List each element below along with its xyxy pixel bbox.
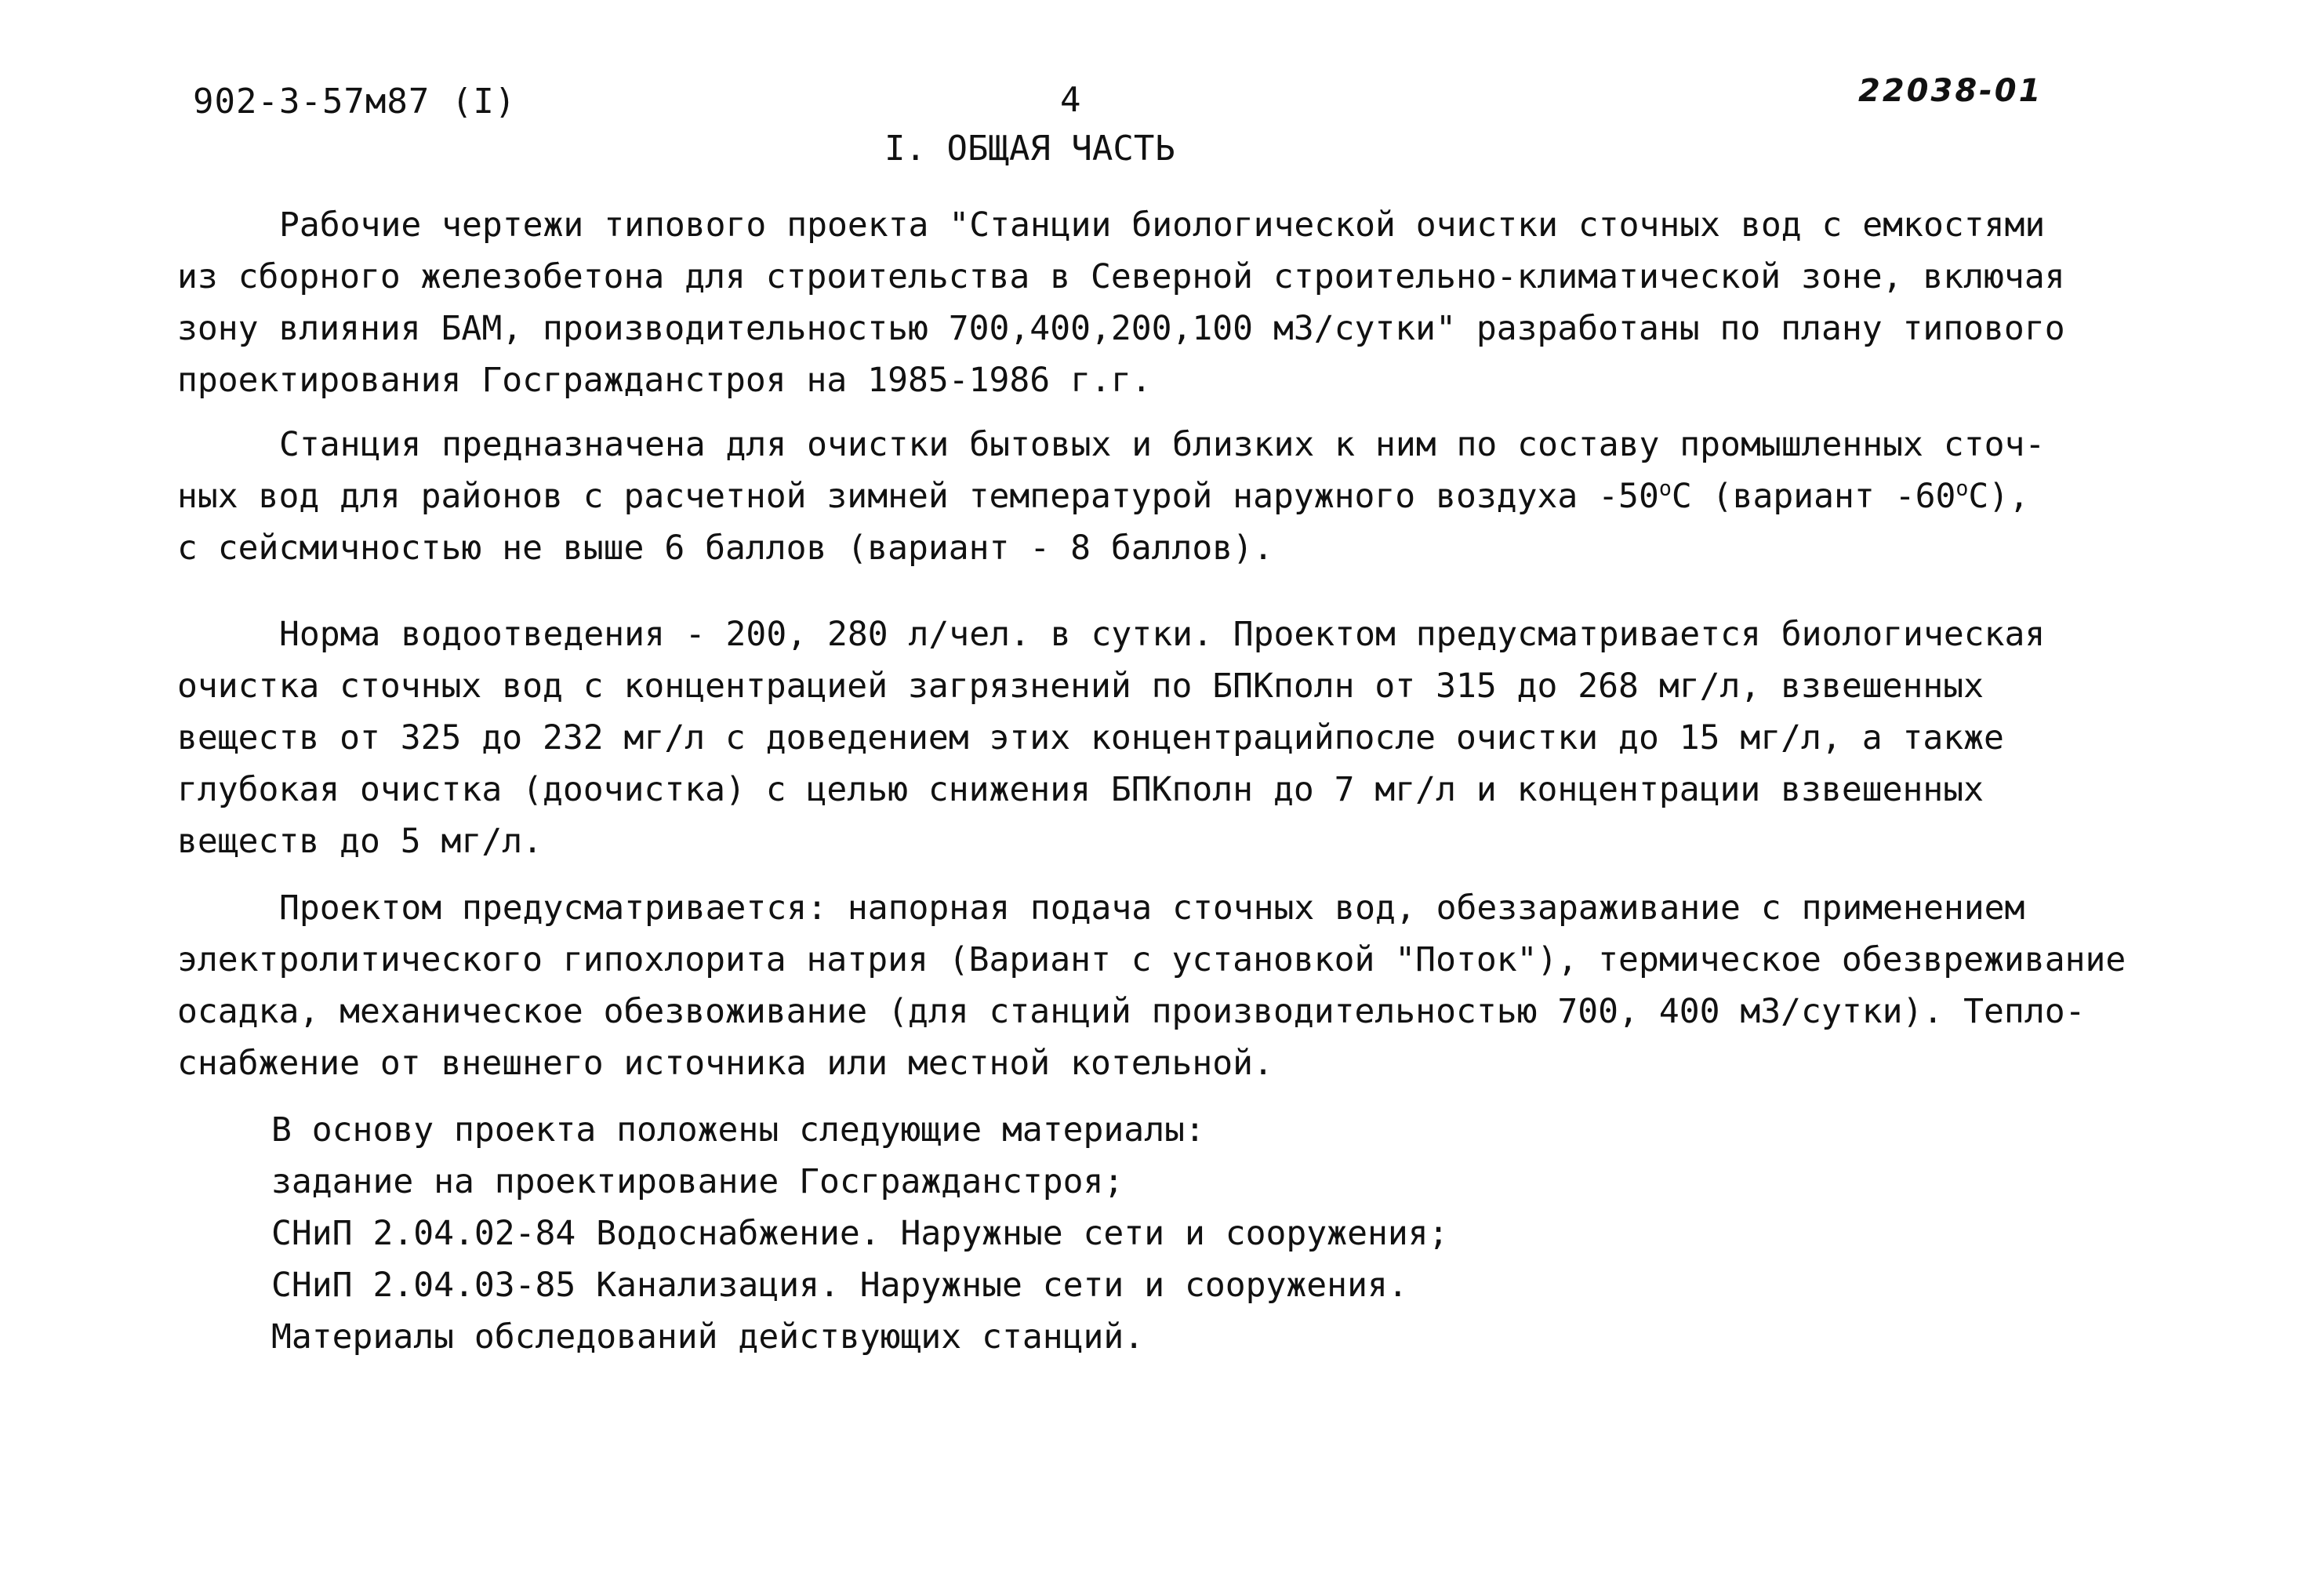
degree-sign: o [1955,476,1969,501]
paragraph-line: электролитического гипохлорита натрия (Вариант с установкой "Поток"), термическое обезвреживание [177,940,2126,979]
paragraph-provisions [177,882,2184,1089]
paragraph-line: Норма водоотведения - 200, 280 л/чел. в сутки. Проектом предусматривается биологическая [279,615,2046,654]
archive-number: 22038-01 [1858,73,2043,109]
paragraph-line: Станция предназначена для очистки бытовых и близких к ним по составу промышленных сточ- [279,425,2046,464]
temperature-variant-text: C (вариант -60 [1671,477,1956,516]
paragraph-purpose [177,419,2184,574]
paragraph-line: Рабочие чертежи типового проекта "Станции биологической очистки сточных вод с емкостями [279,205,2046,245]
paragraph-line-temperature [177,470,2184,522]
list-item: задание на проектирование Госгражданстроя; [271,1162,1124,1201]
section-title: I. ОБЩАЯ ЧАСТЬ [884,129,1175,169]
paragraph-intro [177,199,2184,406]
paragraph-line: Проектом предусматривается: напорная подача сточных вод, обеззараживание с применением [279,888,2025,928]
list-item: Материалы обследований действующих станций. [271,1317,1145,1357]
paragraph-line: с сейсмичностью не выше 6 баллов (вариант - 8 баллов). [177,529,1273,568]
paragraph-line: зону влияния БАМ, производительностью 700,400,200,100 м3/сутки" разработаны по плану типового [177,309,2065,348]
paragraph-norms [177,609,2184,867]
paragraph-line: снабжение от внешнего источника или местной котельной. [177,1044,1273,1083]
list-item: СНиП 2.04.03-85 Канализация. Наружные сети и сооружения. [271,1266,1408,1305]
paragraph-line: веществ до 5 мг/л. [177,822,543,861]
list-item: СНиП 2.04.02-84 Водоснабжение. Наружные сети и сооружения; [271,1214,1449,1253]
document-code: 902-3-57м87 (I) [193,82,517,122]
page-number: 4 [1060,80,1081,120]
temperature-text: ных вод для районов с расчетной зимней температурой наружного воздуха -50 [177,477,1659,516]
degree-sign: o [1658,476,1672,501]
paragraph-line: проектирования Госгражданстроя на 1985-1986 г.г. [177,361,1152,400]
basis-materials-list [271,1104,1449,1363]
paragraph-line: из сборного железобетона для строительства в Северной строительно-климатической зоне, включая [177,257,2065,296]
paragraph-line: веществ от 325 до 232 мг/л с доведением этих концентрацийпосле очистки до 15 мг/л, а также [177,718,2004,757]
paragraph-line: глубокая очистка (доочистка) с целью снижения БПКполн до 7 мг/л и концентрации взвешенных [177,770,1984,809]
paragraph-line: очистка сточных вод с концентрацией загрязнений по БПКполн от 315 до 268 мг/л, взвешенных [177,667,1984,706]
paragraph-line: осадка, механическое обезвоживание (для станций производительностью 700, 400 м3/сутки). Тепло- [177,992,2086,1031]
temperature-end-text: C), [1968,477,2030,516]
basis-intro: В основу проекта положены следующие материалы: [271,1110,1205,1150]
